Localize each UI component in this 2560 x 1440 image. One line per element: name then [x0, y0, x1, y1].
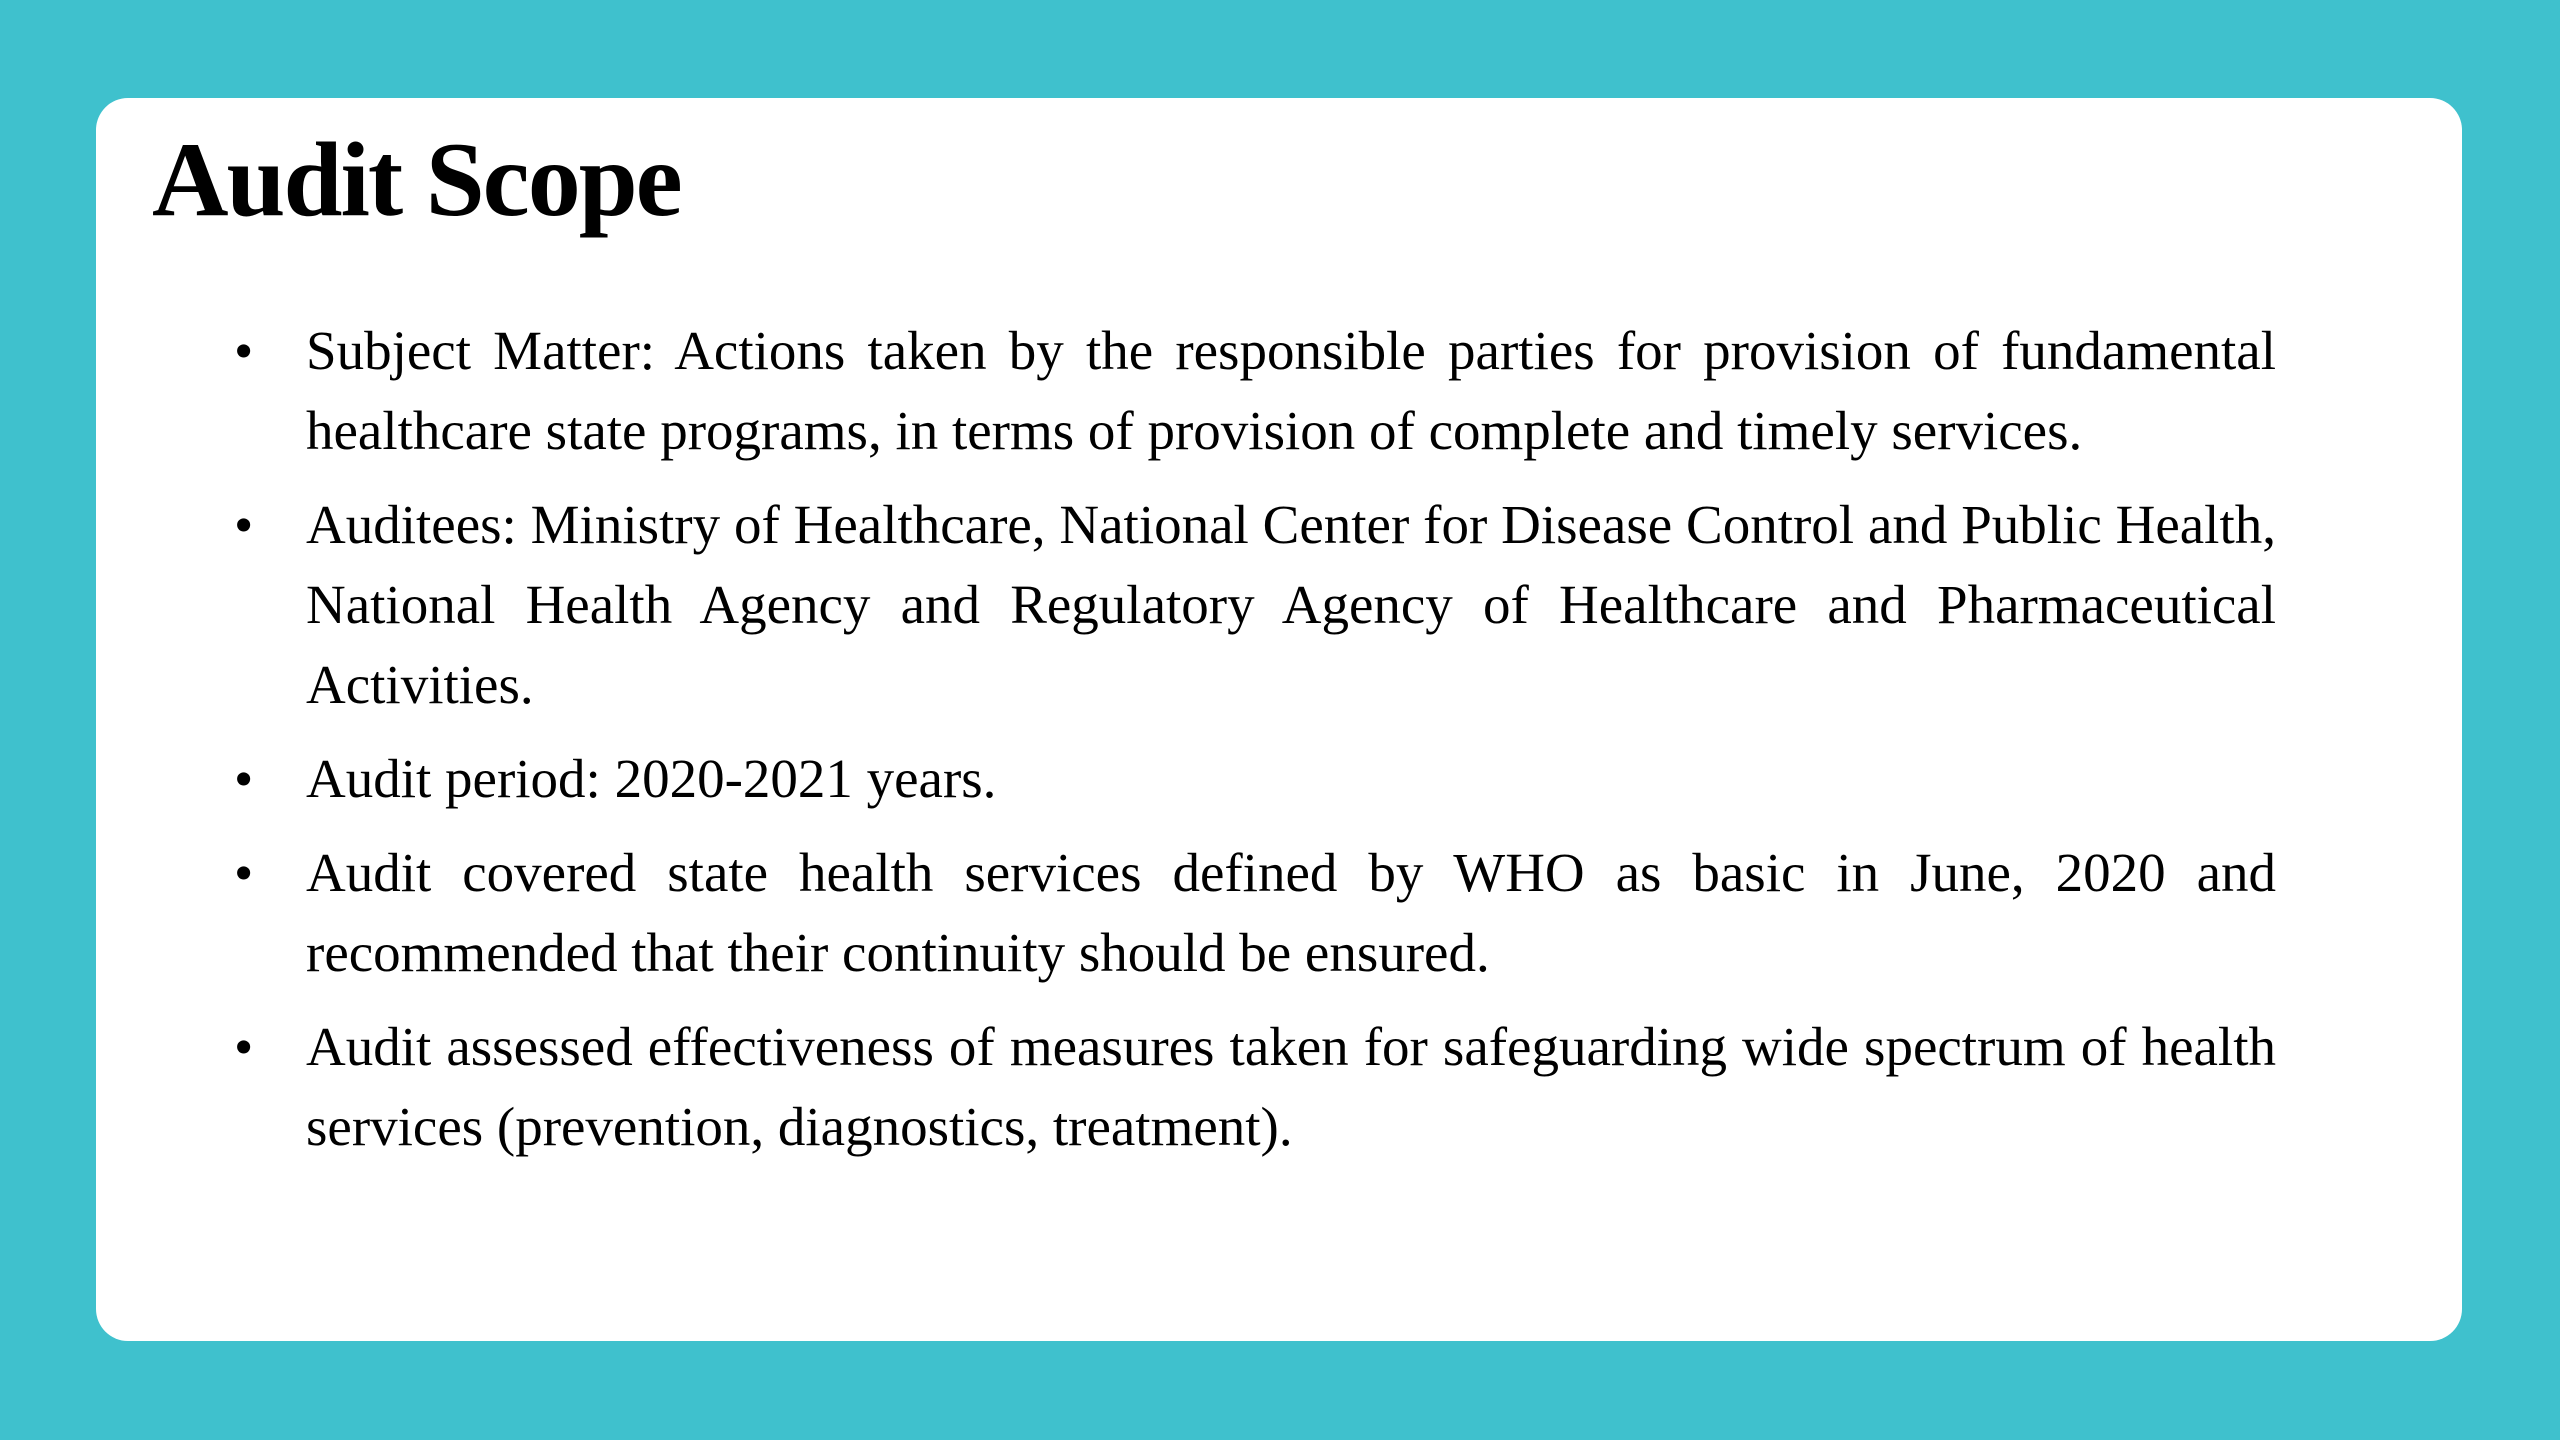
bullet-list [234, 311, 2276, 1181]
bullet-item-audit-period [234, 739, 2276, 819]
slide-title: Audit Scope [152, 121, 681, 238]
bullet-item-audit-assessment [234, 1007, 2276, 1167]
bullet-dot-icon: • [234, 748, 254, 809]
bullet-item-audit-coverage [234, 833, 2276, 993]
bullet-text: Auditees: Ministry of Healthcare, National Center for Disease Control and Public Health, National Health Agency and Regulatory Agency of Healthcare and Pharmaceutical Activities. [306, 494, 2276, 715]
bullet-text: Audit period: 2020-2021 years. [306, 748, 997, 809]
bullet-dot-icon: • [234, 842, 254, 903]
bullet-text: Subject Matter: Actions taken by the responsible parties for provision of fundamental healthcare state programs, in terms of provision of complete and timely services. [306, 320, 2276, 461]
bullet-dot-icon: • [234, 320, 254, 381]
bullet-text: Audit assessed effectiveness of measures taken for safeguarding wide spectrum of health services (prevention, diagnostics, treatment). [306, 1016, 2276, 1157]
bullet-item-auditees [234, 485, 2276, 725]
slide-card [96, 98, 2462, 1341]
bullet-dot-icon: • [234, 494, 254, 555]
bullet-dot-icon: • [234, 1016, 254, 1077]
bullet-item-subject-matter [234, 311, 2276, 471]
bullet-text: Audit covered state health services defined by WHO as basic in June, 2020 and recommended that their continuity should be ensured. [306, 842, 2276, 983]
